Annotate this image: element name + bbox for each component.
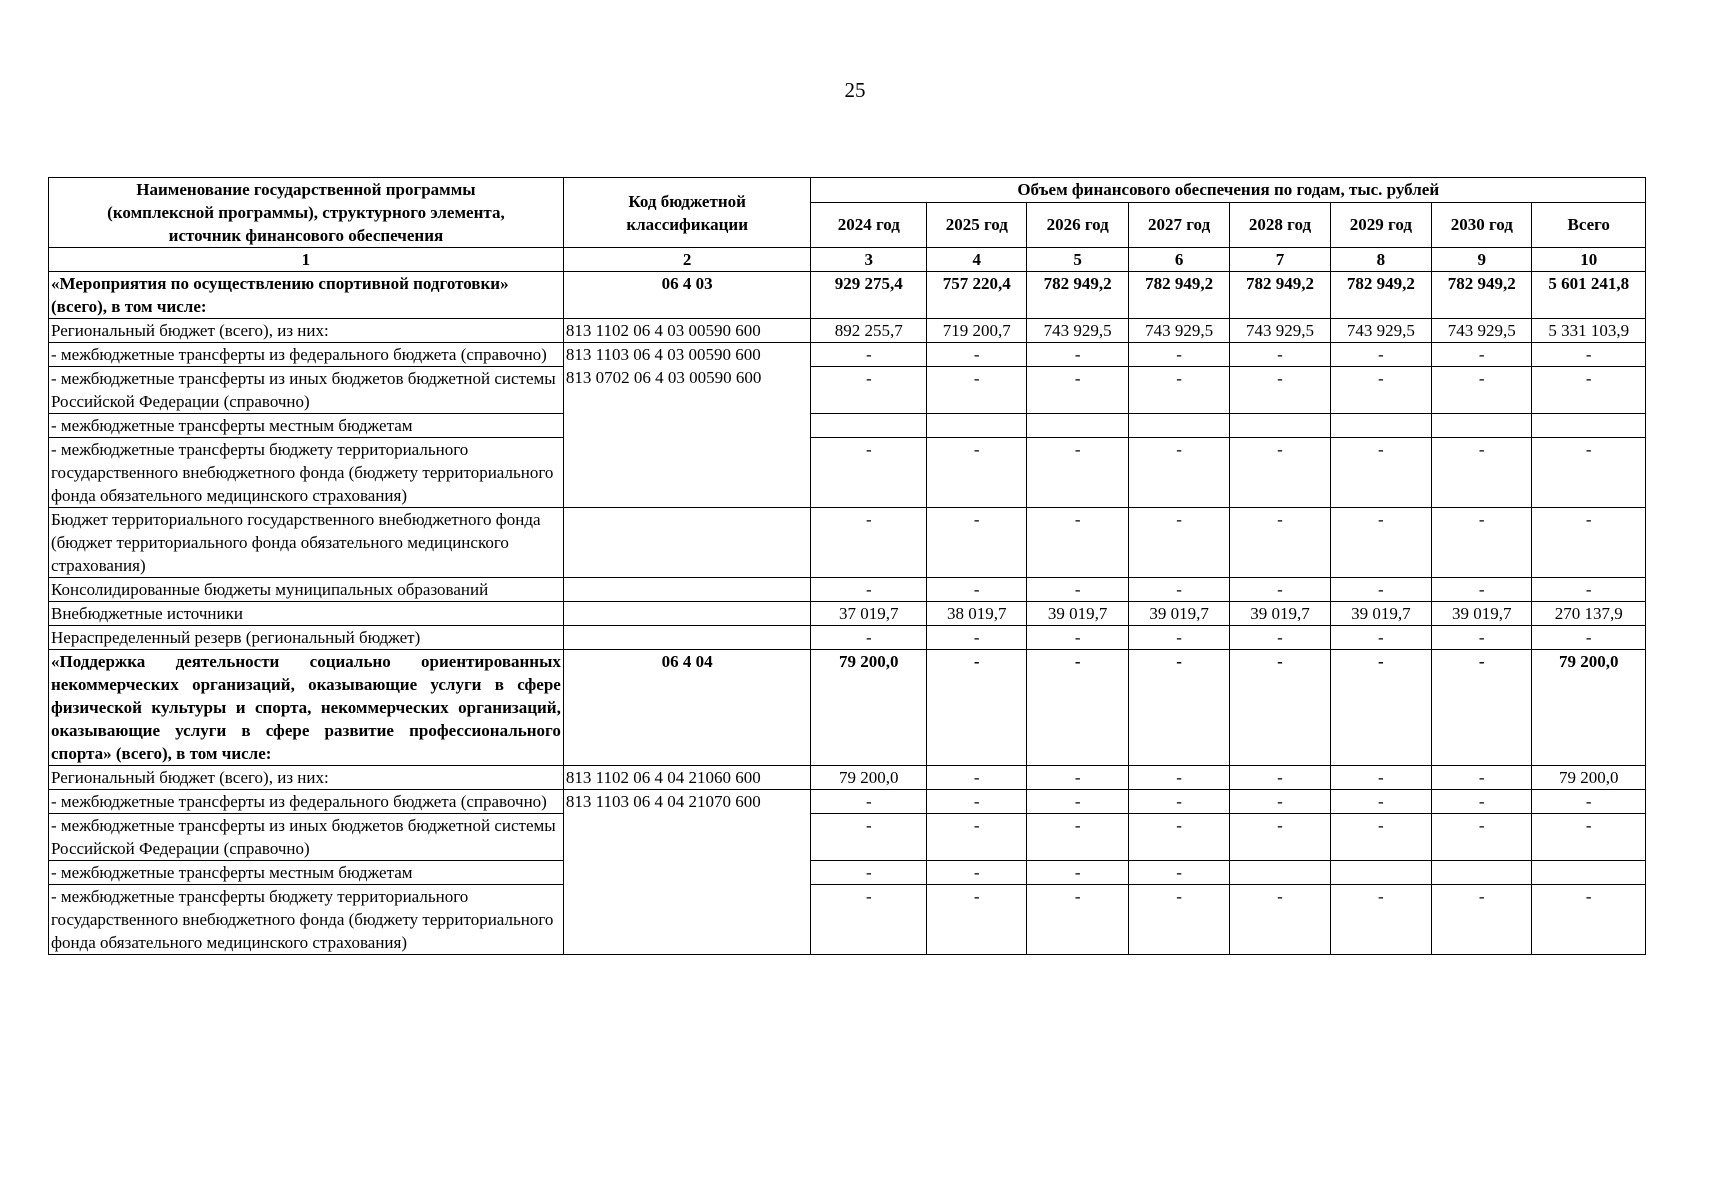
row-value: - (1027, 861, 1128, 885)
row-value: - (927, 814, 1027, 861)
row-value: - (927, 650, 1027, 766)
row-value: 782 949,2 (1432, 272, 1532, 319)
row-value: 743 929,5 (1432, 319, 1532, 343)
row-value: 757 220,4 (927, 272, 1027, 319)
header-volume: Объем финансового обеспечения по годам, тыс. рублей (811, 178, 1646, 203)
table-row (49, 272, 1646, 319)
row-code: 813 1103 06 4 03 00590 600 813 0702 06 4 03 00590 600 (563, 343, 811, 508)
row-value: - (811, 814, 927, 861)
table-row (49, 508, 1646, 578)
header-total: Всего (1532, 202, 1646, 247)
row-value (811, 414, 927, 438)
column-number: 2 (563, 248, 811, 272)
row-value: - (811, 578, 927, 602)
table-row (49, 319, 1646, 343)
row-value: - (1027, 438, 1128, 508)
table-row (49, 578, 1646, 602)
row-value: - (1330, 814, 1431, 861)
row-value: 79 200,0 (811, 766, 927, 790)
header-name: Наименование государственной программы (комплексной программы), структурного элемента, источник финансового обеспечения (49, 178, 564, 248)
row-value: - (1128, 861, 1229, 885)
row-value: - (1128, 626, 1229, 650)
row-value (1432, 414, 1532, 438)
row-value: - (1027, 626, 1128, 650)
row-value: - (1432, 578, 1532, 602)
row-value (1532, 414, 1646, 438)
row-value: - (811, 438, 927, 508)
row-value: 39 019,7 (1230, 602, 1330, 626)
row-value: - (927, 626, 1027, 650)
row-value: - (1027, 650, 1128, 766)
table-row (49, 790, 1646, 814)
row-value: - (1330, 508, 1431, 578)
row-value: - (811, 508, 927, 578)
row-code: 813 1102 06 4 04 21060 600 (563, 766, 811, 790)
row-value: 37 019,7 (811, 602, 927, 626)
column-number: 7 (1230, 248, 1330, 272)
row-name: - межбюджетные трансферты из иных бюджетов бюджетной системы Российской Федерации (справочно) (49, 367, 564, 414)
row-value: - (1532, 578, 1646, 602)
row-value: - (1230, 885, 1330, 955)
row-value: 38 019,7 (927, 602, 1027, 626)
row-value: - (1532, 885, 1646, 955)
row-value: - (1532, 508, 1646, 578)
row-value: - (1532, 367, 1646, 414)
row-value: - (927, 790, 1027, 814)
row-value: - (1230, 650, 1330, 766)
table-row (49, 885, 1646, 955)
row-name: Консолидированные бюджеты муниципальных образований (49, 578, 564, 602)
row-value: - (1432, 814, 1532, 861)
row-value: - (1027, 367, 1128, 414)
row-value: 719 200,7 (927, 319, 1027, 343)
row-value: - (1330, 578, 1431, 602)
row-value: - (1230, 367, 1330, 414)
row-value: 782 949,2 (1027, 272, 1128, 319)
row-value (1330, 414, 1431, 438)
row-value: 782 949,2 (1128, 272, 1229, 319)
row-value: - (1128, 578, 1229, 602)
row-value: - (927, 367, 1027, 414)
row-value: 39 019,7 (1128, 602, 1229, 626)
row-value: - (1532, 343, 1646, 367)
row-value: - (1330, 626, 1431, 650)
row-name: - межбюджетные трансферты бюджету территориального государственного внебюджетного фонда (бюджету территориального фонда обязательного медицинского страхования) (49, 885, 564, 955)
row-value: - (1230, 343, 1330, 367)
row-code (563, 626, 811, 650)
row-value: - (927, 343, 1027, 367)
table-row (49, 414, 1646, 438)
row-code (563, 578, 811, 602)
row-value: 743 929,5 (1128, 319, 1229, 343)
row-name: - межбюджетные трансферты из федерального бюджета (справочно) (49, 343, 564, 367)
header-year: 2028 год (1230, 202, 1330, 247)
row-code: 813 1102 06 4 03 00590 600 (563, 319, 811, 343)
table-row (49, 814, 1646, 861)
row-value: 743 929,5 (1027, 319, 1128, 343)
table-row (49, 626, 1646, 650)
header-year: 2025 год (927, 202, 1027, 247)
row-value: 782 949,2 (1330, 272, 1431, 319)
row-value: - (811, 885, 927, 955)
row-code: 813 1103 06 4 04 21070 600 (563, 790, 811, 955)
row-value: - (1027, 578, 1128, 602)
row-value: - (1027, 790, 1128, 814)
row-value: - (1128, 790, 1229, 814)
row-value: - (1027, 885, 1128, 955)
row-name: - межбюджетные трансферты из иных бюджетов бюджетной системы Российской Федерации (справочно) (49, 814, 564, 861)
row-value: 39 019,7 (1027, 602, 1128, 626)
row-value: - (1128, 438, 1229, 508)
row-value: - (811, 861, 927, 885)
row-value: - (1128, 508, 1229, 578)
row-name: Нераспределенный резерв (региональный бюджет) (49, 626, 564, 650)
row-value: 782 949,2 (1230, 272, 1330, 319)
row-value: 79 200,0 (1532, 766, 1646, 790)
row-name: «Мероприятия по осуществлению спортивной подготовки» (всего), в том числе: (49, 272, 564, 319)
table-row (49, 343, 1646, 367)
row-value: - (1230, 578, 1330, 602)
row-value: - (1230, 438, 1330, 508)
row-name: - межбюджетные трансферты из федерального бюджета (справочно) (49, 790, 564, 814)
column-number: 4 (927, 248, 1027, 272)
row-value: - (1330, 885, 1431, 955)
row-code (563, 508, 811, 578)
row-value (1027, 414, 1128, 438)
row-value: - (1230, 814, 1330, 861)
header-year: 2026 год (1027, 202, 1128, 247)
row-value: - (1532, 814, 1646, 861)
row-name: - межбюджетные трансферты местным бюджетам (49, 414, 564, 438)
row-value: - (1532, 626, 1646, 650)
row-name: - межбюджетные трансферты местным бюджетам (49, 861, 564, 885)
row-value (1128, 414, 1229, 438)
row-value: - (927, 508, 1027, 578)
row-value: - (1330, 790, 1431, 814)
row-value: - (1532, 790, 1646, 814)
row-code: 06 4 03 (563, 272, 811, 319)
row-value (1432, 861, 1532, 885)
row-value (1532, 861, 1646, 885)
row-value: - (1230, 626, 1330, 650)
header-year: 2024 год (811, 202, 927, 247)
row-value: - (1128, 885, 1229, 955)
row-value: - (1128, 766, 1229, 790)
row-value: - (1128, 367, 1229, 414)
row-value: - (927, 438, 1027, 508)
table-row (49, 650, 1646, 766)
row-name: - межбюджетные трансферты бюджету территориального государственного внебюджетного фонда (бюджету территориального фонда обязательного медицинского страхования) (49, 438, 564, 508)
row-value: 79 200,0 (1532, 650, 1646, 766)
row-value: - (1330, 343, 1431, 367)
row-value: - (1330, 650, 1431, 766)
row-value: 79 200,0 (811, 650, 927, 766)
row-value: - (811, 790, 927, 814)
header-year: 2027 год (1128, 202, 1229, 247)
financing-table (48, 177, 1646, 955)
row-value: 892 255,7 (811, 319, 927, 343)
column-number: 1 (49, 248, 564, 272)
row-value: - (1432, 438, 1532, 508)
row-value: - (1432, 766, 1532, 790)
row-name: Внебюджетные источники (49, 602, 564, 626)
row-value: 743 929,5 (1330, 319, 1431, 343)
row-value: - (1230, 508, 1330, 578)
row-value: - (1432, 626, 1532, 650)
row-value: 743 929,5 (1230, 319, 1330, 343)
row-value: 5 331 103,9 (1532, 319, 1646, 343)
row-value: - (1432, 343, 1532, 367)
row-value: - (1432, 508, 1532, 578)
row-value: - (927, 578, 1027, 602)
row-value: - (811, 367, 927, 414)
row-value: 5 601 241,8 (1532, 272, 1646, 319)
row-value: - (1330, 766, 1431, 790)
page-number: 25 (844, 78, 866, 102)
header-year: 2030 год (1432, 202, 1532, 247)
row-value: - (927, 885, 1027, 955)
column-number: 10 (1532, 248, 1646, 272)
row-value: - (1128, 343, 1229, 367)
table-row (49, 367, 1646, 414)
row-value (927, 414, 1027, 438)
row-value: - (927, 861, 1027, 885)
row-value: 270 137,9 (1532, 602, 1646, 626)
row-value (1230, 414, 1330, 438)
row-value: 929 275,4 (811, 272, 927, 319)
row-value: - (1027, 814, 1128, 861)
row-value: - (1432, 790, 1532, 814)
row-value (1230, 861, 1330, 885)
header-year: 2029 год (1330, 202, 1431, 247)
column-number: 8 (1330, 248, 1431, 272)
row-value: - (1027, 766, 1128, 790)
column-number: 9 (1432, 248, 1532, 272)
table-row (49, 766, 1646, 790)
row-value: - (1230, 790, 1330, 814)
row-value: - (1432, 367, 1532, 414)
row-name: Бюджет территориального государственного внебюджетного фонда (бюджет территориального фонда обязательного медицинского страхования) (49, 508, 564, 578)
header-code: Код бюджетной классификации (563, 178, 811, 248)
row-value: - (1432, 885, 1532, 955)
column-number: 3 (811, 248, 927, 272)
row-value: - (1128, 650, 1229, 766)
row-code: 06 4 04 (563, 650, 811, 766)
row-value: - (1432, 650, 1532, 766)
row-value: - (1330, 438, 1431, 508)
column-number: 6 (1128, 248, 1229, 272)
row-value: - (1027, 508, 1128, 578)
table-row (49, 438, 1646, 508)
row-value: - (811, 343, 927, 367)
row-value: - (1230, 766, 1330, 790)
row-value (1330, 861, 1431, 885)
row-value: - (1330, 367, 1431, 414)
row-name: Региональный бюджет (всего), из них: (49, 766, 564, 790)
row-name: Региональный бюджет (всего), из них: (49, 319, 564, 343)
table-row (49, 602, 1646, 626)
row-value: 39 019,7 (1432, 602, 1532, 626)
row-name: «Поддержка деятельности социально ориентированных некоммерческих организаций, оказывающие услуги в сфере физической культуры и спорта, некоммерческих организаций, оказывающие услуги в сфере развитие профессионального спорта» (всего), в том числе: (49, 650, 564, 766)
row-value: 39 019,7 (1330, 602, 1431, 626)
row-value: - (811, 626, 927, 650)
row-code (563, 602, 811, 626)
row-value: - (1027, 343, 1128, 367)
row-value: - (1128, 814, 1229, 861)
row-value: - (1532, 438, 1646, 508)
column-number: 5 (1027, 248, 1128, 272)
table-row (49, 861, 1646, 885)
row-value: - (927, 766, 1027, 790)
